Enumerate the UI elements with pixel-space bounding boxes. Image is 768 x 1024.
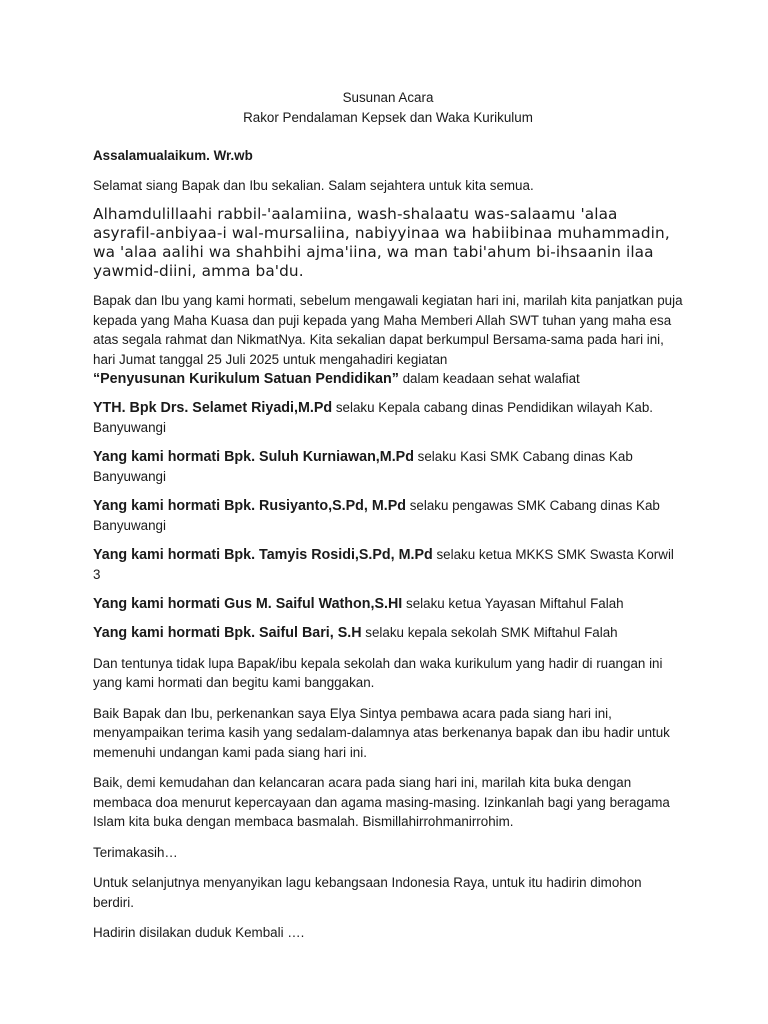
paragraph-be-seated: Hadirin disilakan duduk Kembali …. xyxy=(93,925,305,940)
intro-tail: dalam keadaan sehat walafiat xyxy=(398,371,580,386)
paragraph-acknowledgement: Dan tentunya tidak lupa Bapak/ibu kepala sekolah dan waka kurikulum yang hadir di ruangan ini yang kami hormati dan begitu kami banggakan. xyxy=(93,655,663,690)
event-name: “Penyusunan Kurikulum Satuan Pendidikan” xyxy=(93,371,399,387)
honorific-role: selaku Kasi SMK Cabang dinas Kab Banyuwangi xyxy=(93,448,633,484)
honorific-role: selaku kepala sekolah SMK Miftahul Falah xyxy=(361,625,618,640)
honorific-name: Yang kami hormati Gus M. Saiful Wathon,S.HI xyxy=(93,595,403,612)
honorific-name: Yang kami hormati Bpk. Suluh Kurniawan,M.Pd xyxy=(93,448,414,465)
honorific-name: Yang kami hormati Bpk. Saiful Bari, S.H xyxy=(93,625,362,641)
intro-paragraph xyxy=(93,291,683,390)
honorific-3 xyxy=(93,496,683,536)
honorific-role: selaku ketua MKKS SMK Swasta Korwil 3 xyxy=(93,546,674,582)
document-subtitle: Rakor Pendalaman Kepsek dan Waka Kurikulum xyxy=(243,110,533,125)
greeting: Assalamualaikum. Wr.wb xyxy=(93,148,253,163)
paragraph-thanks: Terimakasih… xyxy=(93,844,178,860)
honorific-role: selaku pengawas SMK Cabang dinas Kab Banyuwangi xyxy=(93,497,660,533)
intro-text: Bapak dan Ibu yang kami hormati, sebelum mengawali kegiatan hari ini, marilah kita panjatkan puja kepada yang Maha Kuasa dan puji kepada yang Maha Memberi Allah SWT tuhan yang maha esa atas segala rahmat dan NikmatNya. Kita sekalian dapat berkumpul Bersama-sama pada hari ini, hari Jumat tanggal 25 Juli 2025 untuk mengahadiri kegiatan xyxy=(93,293,683,367)
document-body xyxy=(93,88,683,943)
honorific-4 xyxy=(93,545,683,585)
arabic-transliteration: Alhamdulillaahi rabbil-'aalamiina, wash-shalaatu was-salaamu 'alaa asyrafil-anbiyaa-i wal-mursaliina, nabiyyinaa wa habiibinaa muhammadin, wa 'alaa aalihi wa shahbihi ajma'iina, wa man tabi'ahum bi-ihsaanin ilaa yawmid-diini, amma ba'du. xyxy=(93,205,670,280)
paragraph-mc-thanks: Baik Bapak dan Ibu, perkenankan saya Elya Sintya pembawa acara pada siang hari ini, menyampaikan terima kasih yang sedalam-dalamnya atas berkenanya bapak dan ibu hadir untuk memenuhi undangan kami pada siang hari ini. xyxy=(93,705,670,760)
honorific-name: Yang kami hormati Bpk. Rusiyanto,S.Pd, M.Pd xyxy=(93,497,407,514)
honorific-role: selaku ketua Yayasan Miftahul Falah xyxy=(402,595,624,611)
honorific-5 xyxy=(93,594,683,615)
honorific-6 xyxy=(93,623,683,644)
opening-paragraph: Selamat siang Bapak dan Ibu sekalian. Salam sejahtera untuk kita semua. xyxy=(93,177,534,193)
honorific-role: selaku Kepala cabang dinas Pendidikan wilayah Kab. Banyuwangi xyxy=(93,399,653,435)
paragraph-anthem: Untuk selanjutnya menyanyikan lagu kebangsaan Indonesia Raya, untuk itu hadirin dimohon berdiri. xyxy=(93,875,642,910)
document-title: Susunan Acara xyxy=(342,90,434,105)
honorific-2 xyxy=(93,447,683,487)
honorific-1 xyxy=(93,398,683,438)
honorific-name: YTH. Bpk Drs. Selamet Riyadi,M.Pd xyxy=(93,399,333,416)
honorific-name: Yang kami hormati Bpk. Tamyis Rosidi,S.Pd, M.Pd xyxy=(93,546,433,563)
paragraph-prayer: Baik, demi kemudahan dan kelancaran acara pada siang hari ini, marilah kita buka dengan membaca doa menurut kepercayaan dan agama masing-masing. Izinkanlah bagi yang beragama Islam kita buka dengan membaca basmalah. Bismillahirrohmanirrohim. xyxy=(93,775,670,829)
